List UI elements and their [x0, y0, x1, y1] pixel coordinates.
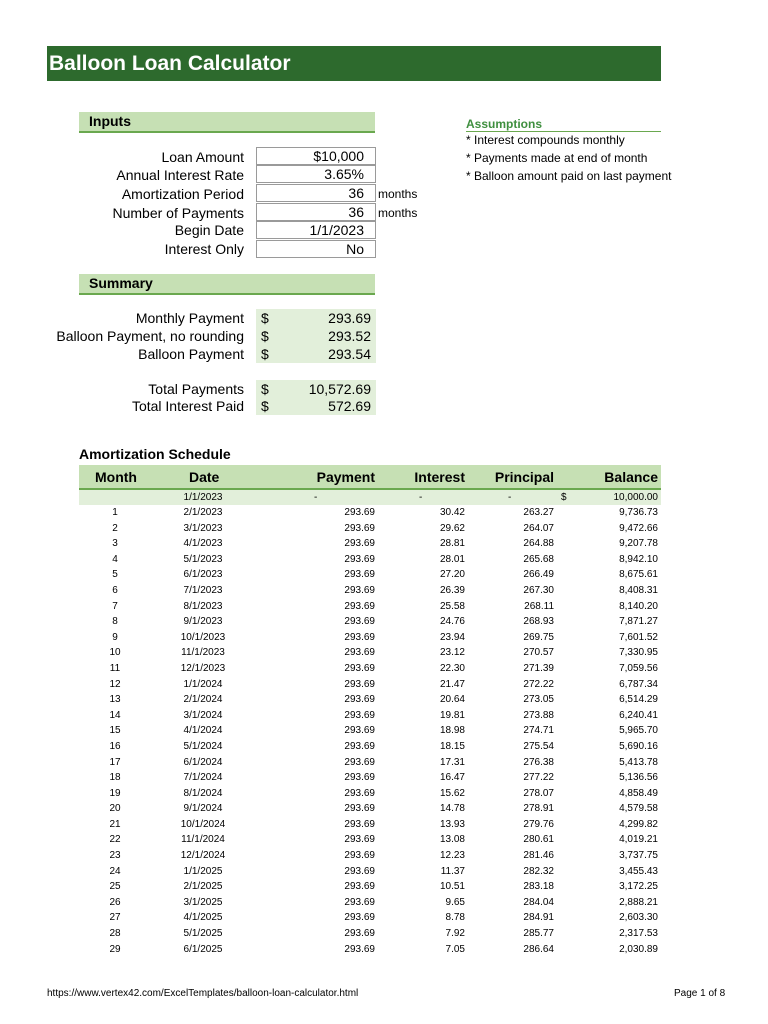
row-interest: 27.20 — [439, 569, 465, 581]
row-date: 8/1/2024 — [183, 787, 223, 799]
row-payment: 293.69 — [344, 522, 375, 534]
table-row — [79, 599, 661, 615]
row-interest: 7.05 — [445, 943, 465, 955]
row-principal: 268.11 — [524, 600, 554, 612]
assumptions-header: Assumptions — [466, 116, 661, 132]
schedule-header-row — [79, 465, 661, 490]
row-month: 20 — [109, 803, 121, 815]
row-date: 1/1/2024 — [183, 678, 223, 690]
row-interest: 23.12 — [439, 647, 465, 659]
row-interest: 28.01 — [439, 553, 465, 565]
row-balance: 9,472.66 — [619, 522, 658, 534]
monthly-payment-amount: 293.69 — [328, 310, 371, 326]
loan-amount-label: Loan Amount — [161, 149, 244, 165]
row-balance: 5,965.70 — [619, 725, 658, 737]
row-balance: 6,240.41 — [619, 709, 658, 721]
row-month: 3 — [112, 538, 118, 550]
row-interest: 15.62 — [439, 787, 465, 799]
total-payments-value — [256, 380, 376, 398]
currency-symbol: $ — [261, 328, 269, 344]
footer-url: https://www.vertex42.com/ExcelTemplates/balloon-loan-calculator.html — [47, 988, 359, 999]
row-payment: 293.69 — [344, 631, 375, 643]
row-month: 16 — [109, 740, 121, 752]
row-interest: 30.42 — [439, 507, 465, 518]
row-balance: 8,140.20 — [619, 600, 658, 612]
row-balance: 4,579.58 — [619, 803, 658, 815]
schedule-rows — [79, 505, 661, 957]
row-balance: 5,413.78 — [619, 756, 658, 768]
row-interest: 11.37 — [440, 865, 465, 877]
begin-date-input[interactable]: 1/1/2023 — [256, 221, 376, 239]
row-month: 17 — [109, 756, 121, 768]
balloon-no-rounding-value — [256, 327, 376, 345]
row-balance: 2,317.53 — [619, 928, 658, 940]
row-interest: 19.81 — [439, 709, 465, 721]
table-row — [79, 505, 661, 521]
monthly-payment-value — [256, 309, 376, 327]
table-row — [79, 770, 661, 786]
row-date: 10/1/2023 — [180, 631, 226, 643]
row-interest: 9.65 — [445, 896, 465, 908]
currency-symbol: $ — [261, 310, 269, 326]
table-row — [79, 692, 661, 708]
row-payment: 293.69 — [344, 943, 375, 955]
row-principal: 273.88 — [523, 709, 554, 721]
row-month: 26 — [109, 896, 121, 908]
summary-section-header: Summary — [79, 274, 375, 295]
row-date: 8/1/2023 — [183, 600, 223, 612]
currency-symbol: $ — [261, 381, 269, 397]
row-principal: 284.91 — [523, 912, 554, 924]
currency-symbol: $ — [261, 346, 269, 362]
start-date: 1/1/2023 — [183, 492, 223, 503]
row-month: 4 — [112, 553, 118, 565]
table-row — [79, 801, 661, 817]
balloon-payment-value — [256, 345, 376, 363]
row-date: 9/1/2024 — [183, 803, 223, 815]
row-month: 12 — [109, 678, 121, 690]
page-number: Page 1 of 8 — [674, 988, 726, 999]
row-month: 25 — [109, 881, 121, 893]
row-principal: 284.04 — [523, 896, 554, 908]
row-month: 14 — [109, 709, 121, 721]
table-row — [79, 723, 661, 739]
row-principal: 275.54 — [523, 740, 554, 752]
table-row — [79, 755, 661, 771]
row-date: 1/1/2025 — [183, 865, 223, 877]
row-interest: 13.08 — [439, 834, 465, 846]
row-principal: 267.30 — [523, 584, 554, 596]
balloon-payment-label: Balloon Payment — [138, 346, 244, 362]
start-currency: $ — [561, 492, 567, 503]
row-balance: 3,737.75 — [619, 850, 658, 862]
start-interest: - — [419, 492, 423, 503]
amortization-period-unit: months — [378, 187, 418, 201]
row-date: 7/1/2023 — [183, 584, 223, 596]
col-month-header: Month — [95, 469, 137, 485]
assumption-item: * Interest compounds monthly — [466, 133, 625, 147]
balloon-no-rounding-label: Balloon Payment, no rounding — [56, 328, 244, 344]
table-row — [79, 583, 661, 599]
row-payment: 293.69 — [344, 709, 375, 721]
row-payment: 293.69 — [344, 850, 375, 862]
row-payment: 293.69 — [344, 772, 375, 784]
row-date: 5/1/2024 — [183, 740, 223, 752]
total-payments-amount: 10,572.69 — [308, 381, 371, 397]
row-month: 18 — [109, 772, 121, 784]
row-payment: 293.69 — [344, 912, 375, 924]
row-date: 2/1/2023 — [183, 507, 223, 518]
table-row — [79, 567, 661, 583]
schedule-title: Amortization Schedule — [79, 446, 231, 462]
row-interest: 18.98 — [439, 725, 465, 737]
row-month: 27 — [109, 912, 121, 924]
row-month: 19 — [109, 787, 121, 799]
row-payment: 293.69 — [344, 584, 375, 596]
row-month: 9 — [112, 631, 118, 643]
total-interest-label: Total Interest Paid — [131, 398, 244, 414]
row-month: 15 — [109, 725, 121, 737]
table-row — [79, 926, 661, 942]
row-principal: 285.77 — [523, 928, 554, 940]
row-month: 6 — [112, 584, 118, 596]
interest-rate-input[interactable]: 3.65% — [256, 165, 376, 183]
row-payment: 293.69 — [344, 553, 375, 565]
row-payment: 293.69 — [344, 647, 375, 659]
row-month: 7 — [112, 600, 118, 612]
row-month: 21 — [109, 818, 121, 830]
row-principal: 276.38 — [523, 756, 554, 768]
col-payment-header: Payment — [316, 469, 375, 485]
row-payment: 293.69 — [344, 740, 375, 752]
row-principal: 272.22 — [523, 678, 554, 690]
row-interest: 12.23 — [439, 850, 465, 862]
row-date: 6/1/2024 — [183, 756, 223, 768]
row-payment: 293.69 — [344, 818, 375, 830]
loan-amount-input[interactable]: $10,000 — [256, 147, 376, 165]
row-payment: 293.69 — [344, 787, 375, 799]
row-balance: 8,675.61 — [619, 569, 658, 581]
row-date: 12/1/2024 — [180, 850, 226, 862]
inputs-section-header: Inputs — [79, 112, 375, 133]
interest-rate-label: Annual Interest Rate — [116, 167, 244, 183]
row-interest: 16.47 — [439, 772, 465, 784]
row-month: 10 — [109, 647, 121, 659]
start-balance: 10,000.00 — [613, 492, 658, 503]
row-payment: 293.69 — [344, 662, 375, 674]
col-principal-header: Principal — [494, 469, 554, 485]
row-principal: 283.18 — [523, 881, 554, 893]
page-title: Balloon Loan Calculator — [47, 46, 661, 81]
total-interest-value — [256, 397, 376, 415]
table-row — [79, 630, 661, 646]
table-row — [79, 521, 661, 537]
row-payment: 293.69 — [344, 569, 375, 581]
row-balance: 9,207.78 — [619, 538, 658, 550]
row-principal: 281.46 — [523, 850, 554, 862]
row-balance: 4,299.82 — [619, 818, 658, 830]
amortization-period-input[interactable]: 36 — [256, 184, 376, 202]
row-payment: 293.69 — [344, 678, 375, 690]
row-principal: 282.32 — [523, 865, 554, 877]
table-row — [79, 832, 661, 848]
row-date: 2/1/2025 — [183, 881, 223, 893]
row-principal: 277.22 — [523, 772, 554, 784]
row-date: 3/1/2024 — [183, 709, 223, 721]
row-payment: 293.69 — [344, 538, 375, 550]
start-payment: - — [314, 492, 318, 503]
row-principal: 266.49 — [523, 569, 554, 581]
row-interest: 7.92 — [445, 928, 465, 940]
row-month: 13 — [109, 694, 121, 706]
row-month: 1 — [112, 507, 118, 518]
row-date: 6/1/2025 — [183, 943, 223, 955]
table-row — [79, 910, 661, 926]
number-of-payments-input[interactable]: 36 — [256, 203, 376, 221]
row-payment: 293.69 — [344, 616, 375, 628]
table-row — [79, 645, 661, 661]
row-principal: 278.07 — [523, 787, 554, 799]
row-balance: 5,136.56 — [619, 772, 658, 784]
row-month: 8 — [112, 616, 118, 628]
total-interest-amount: 572.69 — [328, 398, 371, 414]
table-row — [79, 661, 661, 677]
row-month: 29 — [109, 943, 121, 955]
row-date: 9/1/2023 — [183, 616, 223, 628]
row-date: 2/1/2024 — [183, 694, 223, 706]
row-date: 11/1/2024 — [181, 834, 225, 846]
row-date: 12/1/2023 — [180, 662, 226, 674]
row-principal: 280.61 — [523, 834, 554, 846]
row-payment: 293.69 — [344, 881, 375, 893]
row-interest: 10.51 — [439, 881, 465, 893]
row-interest: 13.93 — [439, 818, 465, 830]
row-principal: 263.27 — [523, 507, 554, 518]
row-balance: 8,942.10 — [619, 553, 658, 565]
row-month: 5 — [112, 569, 118, 581]
row-principal: 278.91 — [523, 803, 554, 815]
table-row — [79, 739, 661, 755]
row-payment: 293.69 — [344, 865, 375, 877]
col-balance-header: Balance — [604, 469, 658, 485]
table-row — [79, 552, 661, 568]
row-principal: 273.05 — [523, 694, 554, 706]
number-of-payments-unit: months — [378, 206, 418, 220]
table-row — [79, 879, 661, 895]
row-balance: 6,514.29 — [619, 694, 658, 706]
table-row — [79, 817, 661, 833]
row-interest: 21.47 — [439, 678, 465, 690]
balloon-payment-amount: 293.54 — [328, 346, 371, 362]
row-interest: 29.62 — [439, 522, 465, 534]
table-row — [79, 895, 661, 911]
row-balance: 2,603.30 — [619, 912, 658, 924]
row-month: 11 — [109, 662, 121, 674]
interest-only-label: Interest Only — [164, 241, 244, 257]
table-row — [79, 864, 661, 880]
row-principal: 265.68 — [523, 553, 554, 565]
row-balance: 5,690.16 — [619, 740, 658, 752]
row-balance: 4,019.21 — [619, 834, 658, 846]
row-balance: 3,455.43 — [619, 865, 658, 877]
row-balance: 7,330.95 — [619, 647, 658, 659]
row-principal: 270.57 — [523, 647, 554, 659]
row-balance: 4,858.49 — [619, 787, 658, 799]
monthly-payment-label: Monthly Payment — [135, 310, 244, 326]
col-date-header: Date — [189, 469, 220, 485]
row-date: 6/1/2023 — [183, 569, 223, 581]
row-interest: 26.39 — [439, 584, 465, 596]
row-payment: 293.69 — [344, 803, 375, 815]
row-payment: 293.69 — [344, 756, 375, 768]
row-balance: 3,172.25 — [619, 881, 658, 893]
number-of-payments-label: Number of Payments — [112, 205, 244, 221]
row-principal: 271.39 — [523, 662, 554, 674]
row-payment: 293.69 — [344, 694, 375, 706]
row-balance: 2,030.89 — [619, 943, 658, 955]
row-interest: 17.31 — [439, 756, 465, 768]
row-principal: 268.93 — [523, 616, 554, 628]
currency-symbol: $ — [261, 398, 269, 414]
table-row — [79, 848, 661, 864]
row-balance: 2,888.21 — [619, 896, 658, 908]
assumption-item: * Payments made at end of month — [466, 151, 648, 165]
row-interest: 28.81 — [439, 538, 465, 550]
row-date: 10/1/2024 — [180, 818, 226, 830]
row-payment: 293.69 — [344, 600, 375, 612]
row-payment: 293.69 — [344, 725, 375, 737]
row-interest: 18.15 — [439, 740, 465, 752]
row-date: 3/1/2023 — [183, 522, 223, 534]
row-month: 22 — [109, 834, 121, 846]
row-principal: 286.64 — [523, 943, 554, 955]
row-payment: 293.69 — [344, 507, 375, 518]
row-principal: 279.76 — [523, 818, 554, 830]
balloon-no-rounding-amount: 293.52 — [328, 328, 371, 344]
row-balance: 8,408.31 — [619, 584, 658, 596]
col-interest-header: Interest — [414, 469, 465, 485]
row-payment: 293.69 — [344, 834, 375, 846]
row-principal: 274.71 — [523, 725, 554, 737]
begin-date-label: Begin Date — [174, 222, 244, 238]
row-principal: 269.75 — [523, 631, 554, 643]
row-balance: 9,736.73 — [619, 507, 658, 518]
row-payment: 293.69 — [344, 896, 375, 908]
row-month: 2 — [112, 522, 118, 534]
row-balance: 6,787.34 — [619, 678, 658, 690]
row-date: 4/1/2025 — [183, 912, 223, 924]
table-row — [79, 614, 661, 630]
row-date: 7/1/2024 — [183, 772, 223, 784]
start-principal: - — [508, 492, 512, 503]
row-principal: 264.88 — [523, 538, 554, 550]
row-interest: 25.58 — [439, 600, 465, 612]
row-month: 24 — [109, 865, 121, 877]
table-row — [79, 942, 661, 958]
row-date: 11/1/2023 — [181, 647, 225, 659]
row-interest: 8.78 — [445, 912, 465, 924]
table-row — [79, 786, 661, 802]
row-date: 5/1/2025 — [183, 928, 223, 940]
row-date: 4/1/2023 — [183, 538, 223, 550]
row-balance: 7,871.27 — [619, 616, 658, 628]
amortization-period-label: Amortization Period — [121, 186, 244, 202]
row-month: 28 — [109, 928, 121, 940]
row-interest: 22.30 — [439, 662, 465, 674]
row-date: 3/1/2025 — [183, 896, 223, 908]
row-payment: 293.69 — [344, 928, 375, 940]
row-date: 5/1/2023 — [183, 553, 223, 565]
row-principal: 264.07 — [523, 522, 554, 534]
row-interest: 24.76 — [439, 616, 465, 628]
row-interest: 20.64 — [439, 694, 465, 706]
assumption-item: * Balloon amount paid on last payment — [466, 169, 672, 183]
row-balance: 7,601.52 — [619, 631, 658, 643]
row-month: 23 — [109, 850, 121, 862]
row-date: 4/1/2024 — [183, 725, 223, 737]
schedule-start-row — [79, 490, 661, 505]
total-payments-label: Total Payments — [148, 381, 244, 397]
row-balance: 7,059.56 — [619, 662, 658, 674]
table-row — [79, 677, 661, 693]
interest-only-input[interactable]: No — [256, 240, 376, 258]
table-row — [79, 708, 661, 724]
row-interest: 14.78 — [439, 803, 465, 815]
table-row — [79, 536, 661, 552]
row-interest: 23.94 — [439, 631, 465, 643]
